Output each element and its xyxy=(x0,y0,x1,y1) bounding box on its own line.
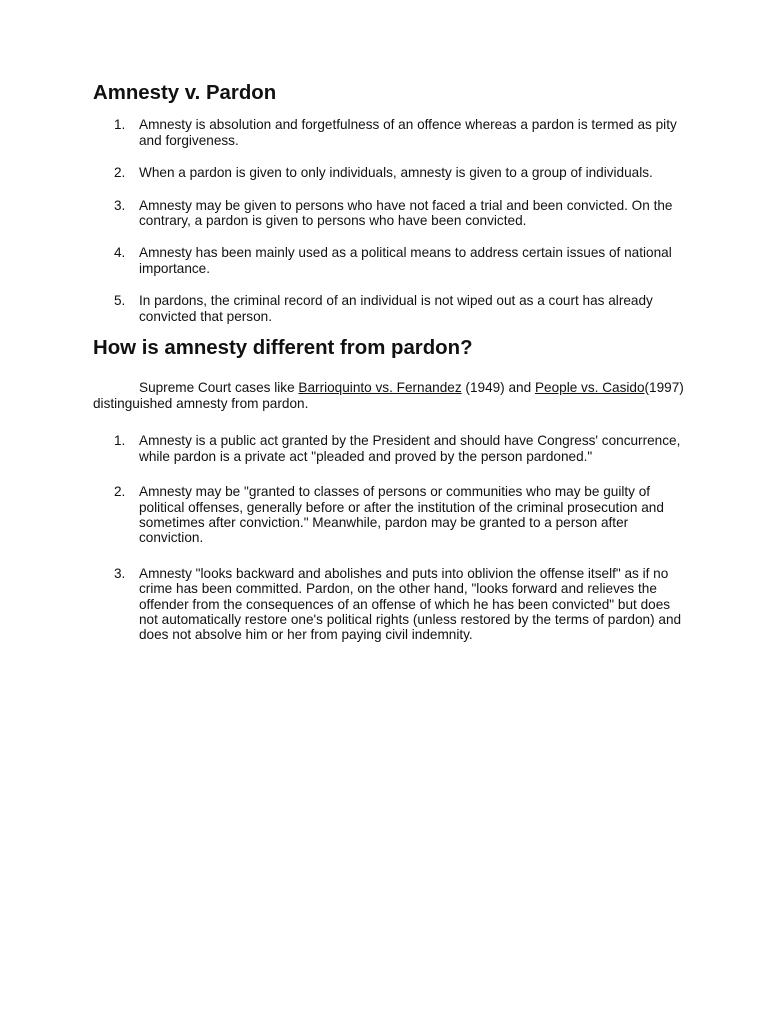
list-item xyxy=(93,433,688,464)
list-item-text: Amnesty is absolution and forgetfulness of an offence whereas a pardon is termed as pity and forgiveness. xyxy=(139,117,677,148)
list-item-text: Amnesty is a public act granted by the President and should have Congress' concurrence, while pardon is a private act "pleaded and proved by the person pardoned." xyxy=(139,433,681,464)
list-item-text: Amnesty has been mainly used as a political means to address certain issues of national importance. xyxy=(139,245,672,276)
case-link-barrioquinto: Barrioquinto vs. Fernandez xyxy=(298,380,462,396)
list-number: 2. xyxy=(114,165,126,181)
list-item-text: When a pardon is given to only individuals, amnesty is given to a group of individuals. xyxy=(139,165,653,181)
list-item xyxy=(93,245,688,276)
list-number: 1. xyxy=(114,117,126,133)
comparison-list xyxy=(93,117,688,324)
difference-list xyxy=(93,433,688,642)
list-item xyxy=(93,198,688,229)
list-item-text: Amnesty may be "granted to classes of persons or communities who may be guilty of political offenses, generally before or after the institution of the criminal prosecution and sometimes after conviction." Meanwhile, pardon may be granted to a person after conviction. xyxy=(139,484,664,546)
list-number: 1. xyxy=(114,433,126,449)
list-item xyxy=(93,293,688,324)
list-item xyxy=(93,165,688,180)
intro-text-middle: (1949) and xyxy=(461,380,535,396)
list-number: 4. xyxy=(114,245,126,261)
list-number: 3. xyxy=(114,565,126,581)
list-number: 2. xyxy=(114,484,126,500)
list-item-text: In pardons, the criminal record of an individual is not wiped out as a court has already convicted that person. xyxy=(139,293,653,324)
intro-text-after: (1997) distinguished amnesty from pardon. xyxy=(93,380,684,411)
list-number: 5. xyxy=(114,293,126,309)
section-heading-amnesty-v-pardon: Amnesty v. Pardon xyxy=(93,82,277,104)
list-item xyxy=(93,484,688,546)
intro-text-before: Supreme Court cases like xyxy=(139,380,299,396)
list-item-text: Amnesty may be given to persons who have not faced a trial and been convicted. On the contrary, a pardon is given to persons who have been convicted. xyxy=(139,197,673,229)
intro-paragraph xyxy=(93,380,688,411)
list-item-text: Amnesty "looks backward and abolishes and puts into oblivion the offense itself" as if no crime has been committed. Pardon, on the other hand, "looks forward and relieves the offender from the consequences of an offense of which he has been convicted" but does not automatically restore one's political rights (unless restored by the terms of pardon) and does not absolve him or her from paying civil indemnity. xyxy=(139,565,682,643)
list-item xyxy=(93,566,688,643)
case-link-casido: People vs. Casido xyxy=(534,380,645,396)
list-item xyxy=(93,117,688,148)
section-heading-difference: How is amnesty different from pardon? xyxy=(93,337,473,360)
list-number: 3. xyxy=(114,197,126,213)
